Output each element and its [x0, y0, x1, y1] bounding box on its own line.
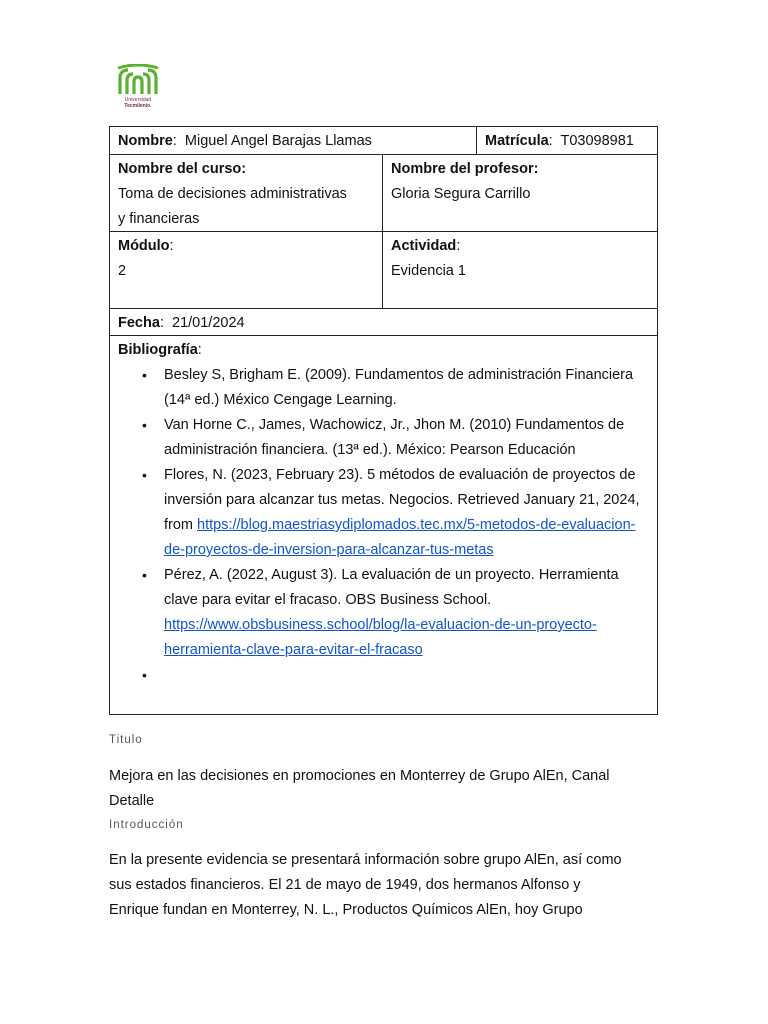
bibliography-item: [118, 363, 649, 413]
intro-line1: En la presente evidencia se presentará información sobre grupo AlEn, así como: [109, 852, 622, 868]
profesor-value: Gloria Segura Carrillo: [391, 186, 531, 202]
modulo-label: Módulo: [118, 238, 170, 254]
actividad-label: Actividad: [391, 238, 457, 254]
titulo-line2: Detalle: [109, 793, 155, 809]
cell-curso: [110, 155, 382, 231]
cell-modulo: Módulo: 2: [118, 238, 174, 279]
student-info-table: [109, 126, 658, 715]
bibliography-item: [118, 413, 649, 463]
intro-line2: sus estados financieros. El 21 de mayo de 1949, dos hermanos Alfonso y: [109, 877, 581, 893]
bibliography-text: Pérez, A. (2022, August 3). La evaluación de un proyecto. Herramienta clave para evitar el fracaso. OBS Business School.: [164, 567, 619, 608]
bibliography-item: [118, 463, 649, 563]
university-logo: [116, 64, 160, 110]
intro-text: [109, 848, 659, 923]
profesor-label: Nombre del profesor:: [391, 161, 539, 177]
titulo-text: [109, 764, 659, 814]
row-curso: [110, 155, 657, 232]
row-modulo: [110, 232, 657, 309]
intro-heading: Introducción: [109, 819, 184, 831]
row-fecha: [110, 309, 657, 336]
cell-fecha: Fecha: 21/01/2024: [118, 315, 245, 331]
cell-profesor: [382, 155, 657, 231]
fecha-value: 21/01/2024: [172, 315, 245, 331]
curso-line2: y financieras: [118, 211, 200, 227]
matricula-value: T03098981: [560, 133, 634, 149]
row-bibliografia: [110, 336, 657, 714]
curso-line1: Toma de decisiones administrativas: [118, 186, 347, 202]
nombre-label: Nombre: [118, 133, 173, 149]
bibliography-link-tec[interactable]: https://blog.maestriasydiplomados.tec.mx/5-metodos-de-evaluacion-de-proyectos-de-inversion-para-alcanzar-tus-metas: [164, 517, 636, 558]
bibliography-link-obs[interactable]: https://www.obsbusiness.school/blog/la-evaluacion-de-un-proyecto-herramienta-clave-para-evitar-el-fracaso: [164, 617, 597, 658]
tecmilenio-logo-icon: [116, 64, 160, 96]
titulo-line1: Mejora en las decisiones en promociones en Monterrey de Grupo AlEn, Canal: [109, 768, 610, 784]
modulo-value: 2: [118, 263, 127, 279]
nombre-value: Miguel Angel Barajas Llamas: [184, 133, 372, 149]
matricula-label: Matrícula: [485, 133, 549, 149]
logo-line2: Tecmilenio.: [124, 103, 152, 109]
bibliografia-label: Bibliografía: [118, 342, 198, 358]
bibliography-text: Besley S, Brigham E. (2009). Fundamentos de administración Financiera (14ª ed.) México Cengage Learning.: [164, 367, 634, 408]
cell-nombre: Nombre: Miguel Angel Barajas Llamas: [118, 133, 372, 149]
row-nombre: [110, 127, 657, 155]
actividad-value: Evidencia 1: [391, 263, 466, 279]
titulo-heading: Titulo: [109, 734, 143, 746]
fecha-label: Fecha: [118, 315, 160, 331]
cell-bibliografia: Bibliografía: • Besley S, Brigham E. (2009). Fundamentos de administración Financiera (14ª ed.) México Cengage Learning. • Van Horne C., James, Wachowicz, Jr., Jhon M. (2010) Fundamentos de administración financiera. (13ª ed.). México: Pearson Educación • Flores, N. (2023, February 23). 5 métodos de evaluación de proyectos de inversión para alcanzar tus metas. Negocios. Retrieved January 21, 2024, from https://blog.maestriasydiplomados.tec.mx/5-metodos-de-evaluacion-de-proyectos-de-inversion-para-alcanzar-tus-metas • Pérez, A. (2022, August 3). La evaluación de un proyecto. Herramienta clave para evitar el fracaso. OBS Business School. https://www.obsbusiness.school/blog/la-evaluacion-de-un-proyecto-herramienta-clave-para-evitar-el-fracaso •: [110, 336, 657, 714]
cell-actividad: Actividad: Evidencia 1: [382, 232, 657, 308]
bibliography-list: [118, 363, 649, 688]
logo-line1: Universidad: [124, 97, 152, 103]
bibliography-item: [118, 563, 649, 663]
curso-label: Nombre del curso:: [118, 161, 247, 177]
bibliography-text: Van Horne C., James, Wachowicz, Jr., Jhon M. (2010) Fundamentos de administración financiera. (13ª ed.). México: Pearson Educación: [164, 417, 625, 458]
cell-matricula: Matrícula: T03098981: [476, 127, 657, 154]
bibliography-item-empty: [118, 663, 649, 688]
bibliography-text: Flores, N. (2023, February 23). 5 métodos de evaluación de proyectos de inversión para alcanzar tus metas. Negocios. Retrieved January 21, 2024, from: [164, 467, 640, 533]
intro-line3: Enrique fundan en Monterrey, N. L., Productos Químicos AlEn, hoy Grupo: [109, 902, 583, 918]
